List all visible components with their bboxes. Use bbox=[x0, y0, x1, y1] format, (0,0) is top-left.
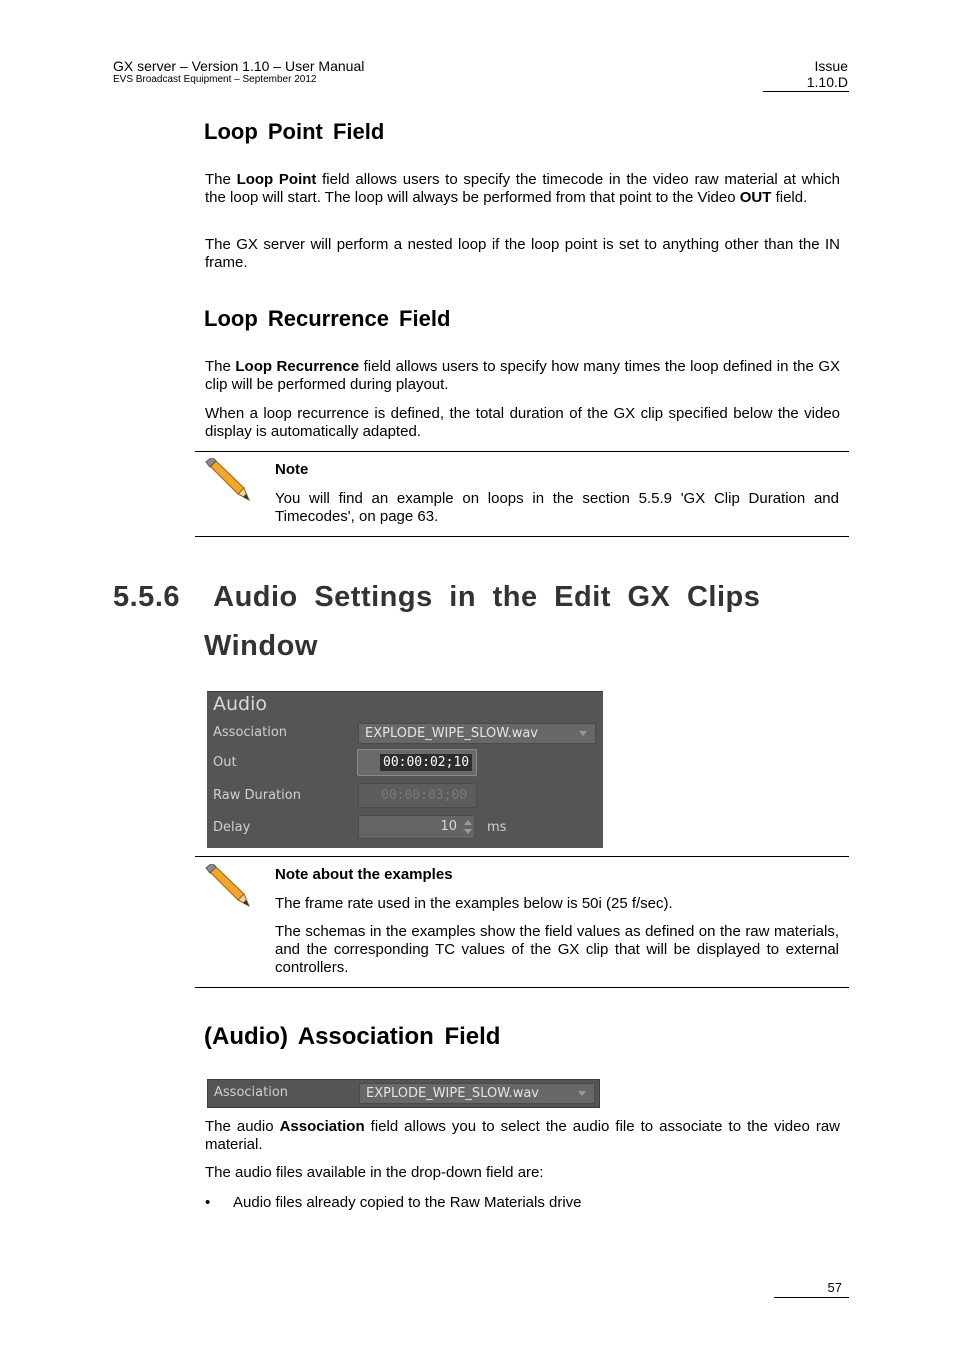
note-rule-bottom bbox=[195, 536, 849, 537]
footer-rule bbox=[774, 1297, 849, 1298]
header-issue bbox=[807, 58, 848, 90]
note2-rule-top bbox=[195, 856, 849, 857]
chapter-number: 5.5.6 bbox=[113, 581, 180, 613]
chapter-title-line-2: Window bbox=[204, 630, 318, 662]
association-heading: (Audio) Association Field bbox=[204, 1023, 501, 1050]
out-timecode-field[interactable] bbox=[357, 749, 477, 776]
audio-settings-panel bbox=[207, 691, 603, 848]
note2-title: Note about the examples bbox=[275, 866, 453, 883]
association-panel-dropdown[interactable] bbox=[359, 1083, 595, 1104]
chevron-down-icon[interactable] bbox=[464, 829, 472, 834]
header-title: GX server – Version 1.10 – User Manual bbox=[113, 58, 365, 74]
association-dropdown[interactable] bbox=[358, 723, 596, 744]
loop-recurrence-heading: Loop Recurrence Field bbox=[204, 306, 451, 331]
raw-duration-field: 00:00:03;00 bbox=[358, 783, 477, 808]
issue-label: Issue bbox=[814, 58, 848, 74]
out-timecode-value: 00:00:02;10 bbox=[380, 754, 472, 771]
association-paragraph-2: The audio files available in the drop-down field are: bbox=[205, 1164, 544, 1181]
delay-value: 10 bbox=[440, 819, 457, 834]
chevron-down-icon bbox=[578, 1091, 586, 1096]
list-item: • Audio files already copied to the Raw Materials drive bbox=[205, 1193, 582, 1213]
delay-label: Delay bbox=[213, 820, 251, 835]
note2-text-2: The schemas in the examples show the field values as defined on the raw materials, and the corresponding TC values of the GX clip that will be displayed to external controllers. bbox=[275, 923, 839, 976]
note-rule-top bbox=[195, 451, 849, 452]
chevron-down-icon bbox=[579, 731, 587, 736]
association-label: Association bbox=[213, 725, 288, 740]
raw-duration-label: Raw Duration bbox=[213, 788, 301, 803]
association-panel-label: Association bbox=[214, 1085, 289, 1100]
association-value: EXPLODE_WIPE_SLOW.wav bbox=[365, 726, 538, 741]
association-panel bbox=[207, 1079, 600, 1108]
audio-files-list bbox=[205, 1193, 582, 1213]
issue-number: 1.10.D bbox=[806, 74, 848, 90]
loop-recurrence-paragraph-1: The Loop Recurrence field allows users to specify how many times the loop defined in the GX clip will be performed during playout. bbox=[205, 358, 841, 393]
chapter-title: Audio Settings in the Edit GX Clips bbox=[213, 581, 761, 613]
loop-point-heading: Loop Point Field bbox=[204, 119, 385, 144]
loop-point-paragraph-2: The GX server will perform a nested loop if the loop point is set to anything other than the IN frame. bbox=[205, 236, 840, 271]
loop-point-paragraph-1: The Loop Point field allows users to specify the timecode in the video raw material at which the loop will start. The loop will always be performed from that point to the Video OUT field. bbox=[205, 171, 840, 206]
chapter-heading bbox=[113, 581, 760, 614]
header-rule bbox=[763, 91, 849, 92]
pencil-icon bbox=[204, 458, 252, 502]
page-number: 57 bbox=[827, 1280, 842, 1295]
chevron-up-icon[interactable] bbox=[464, 820, 472, 825]
loop-recurrence-paragraph-2: When a loop recurrence is defined, the total duration of the GX clip specified below the video display is automatically adapted. bbox=[205, 405, 840, 440]
association-panel-value: EXPLODE_WIPE_SLOW.wav bbox=[366, 1086, 539, 1101]
note-text: You will find an example on loops in the section 5.5.9 'GX Clip Duration and Timecodes', on page 63. bbox=[275, 490, 839, 525]
association-paragraph-1: The audio Association field allows you to select the audio file to associate to the video raw material. bbox=[205, 1118, 840, 1153]
audio-panel-title: Audio bbox=[213, 693, 268, 715]
header-subtitle: EVS Broadcast Equipment – September 2012 bbox=[113, 74, 317, 85]
pencil-icon bbox=[204, 864, 252, 908]
note-title: Note bbox=[275, 461, 309, 478]
out-label: Out bbox=[213, 755, 237, 770]
delay-stepper[interactable] bbox=[358, 815, 475, 839]
note2-rule-bottom bbox=[195, 987, 849, 988]
note2-text-1: The frame rate used in the examples below is 50i (25 f/sec). bbox=[275, 895, 673, 912]
delay-unit: ms bbox=[487, 820, 507, 835]
